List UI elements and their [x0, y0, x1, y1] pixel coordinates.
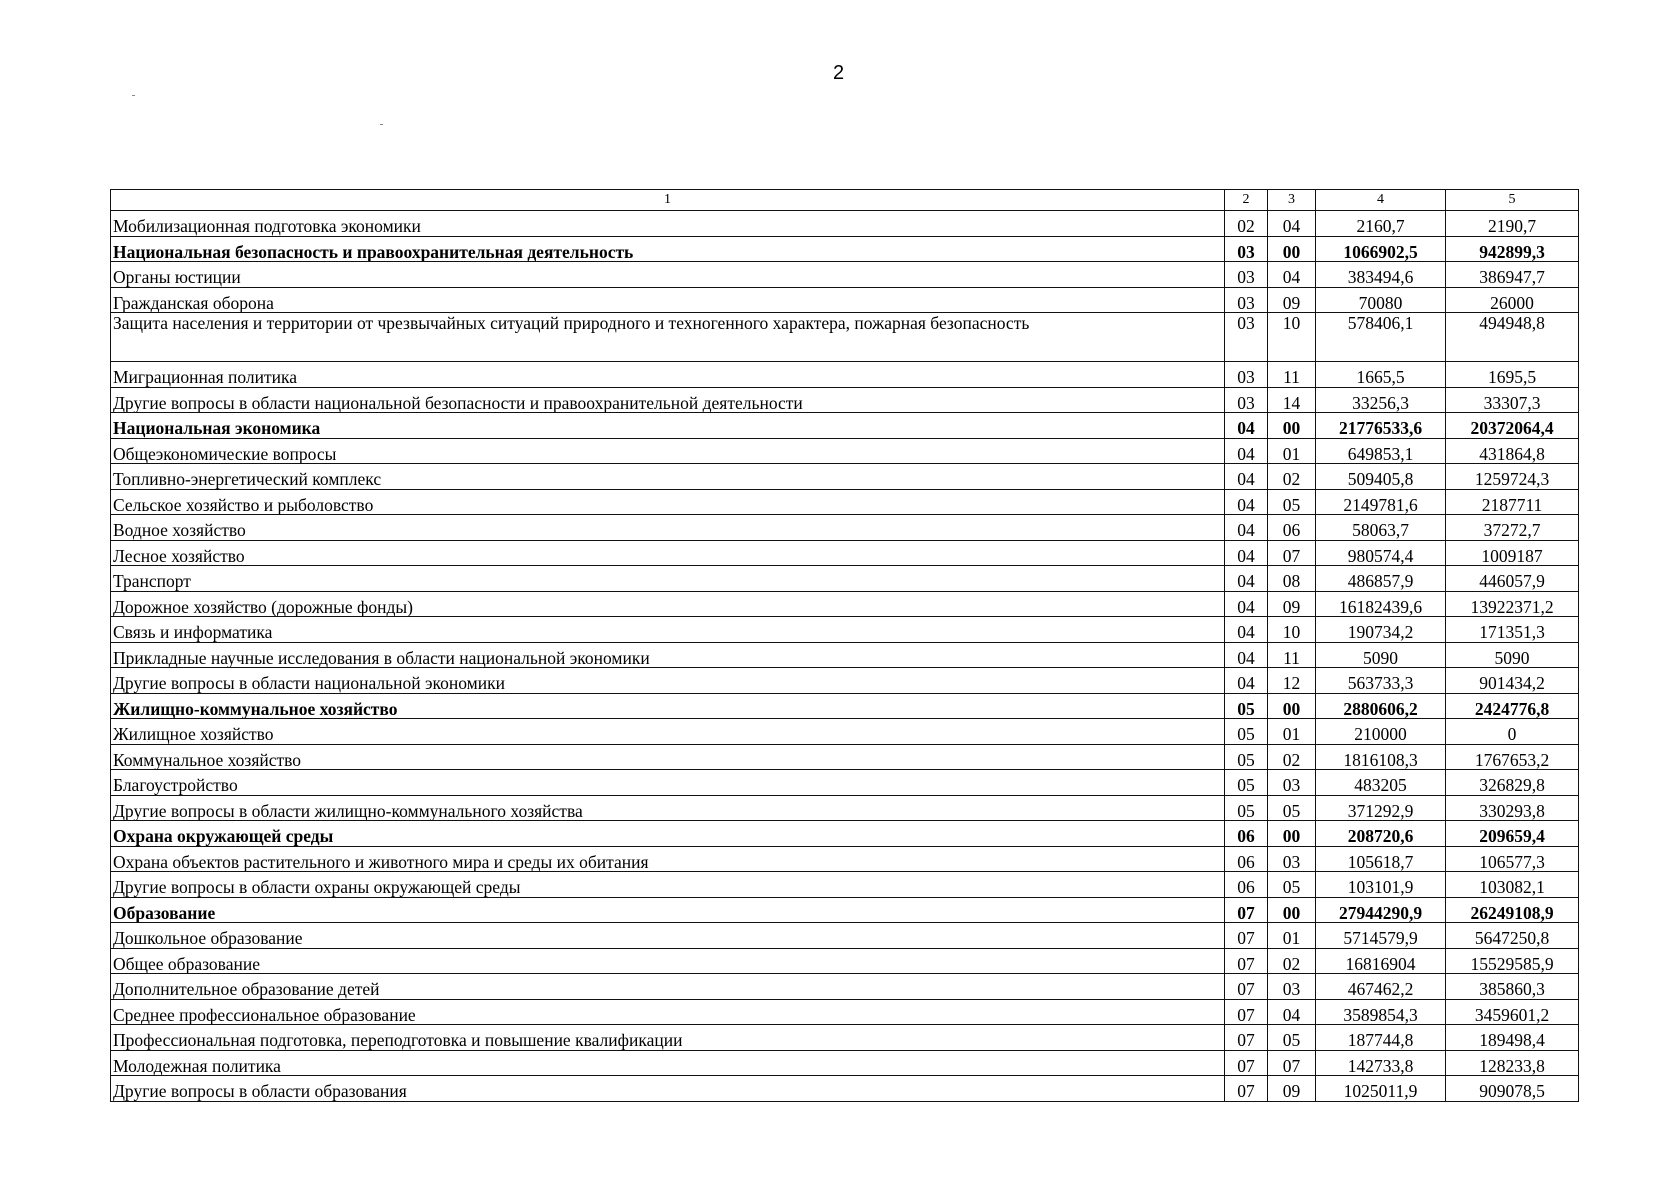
row-amount-4-cell: 509405,8	[1316, 464, 1446, 490]
table-row	[111, 438, 1579, 464]
row-amount-4-cell: 467462,2	[1316, 974, 1446, 1000]
table-row	[111, 211, 1579, 237]
row-subsection-cell: 03	[1268, 770, 1316, 796]
row-amount-5-cell: 1009187	[1446, 540, 1579, 566]
row-section-cell: 04	[1225, 413, 1268, 439]
row-amount-4-cell: 208720,6	[1316, 821, 1446, 847]
table-row	[111, 668, 1579, 694]
row-name-cell: Национальная экономика	[111, 413, 1225, 439]
table-row	[111, 897, 1579, 923]
row-name-cell: Коммунальное хозяйство	[111, 744, 1225, 770]
row-section-cell: 05	[1225, 693, 1268, 719]
table-row	[111, 617, 1579, 643]
row-amount-5-cell: 2424776,8	[1446, 693, 1579, 719]
table-row	[111, 744, 1579, 770]
row-subsection-cell: 07	[1268, 540, 1316, 566]
row-section-cell: 02	[1225, 211, 1268, 237]
table-row	[111, 693, 1579, 719]
row-amount-5-cell: 33307,3	[1446, 387, 1579, 413]
row-subsection-cell: 09	[1268, 591, 1316, 617]
page-number: 2	[832, 62, 845, 84]
table-row	[111, 1025, 1579, 1051]
row-amount-4-cell: 1025011,9	[1316, 1076, 1446, 1102]
row-amount-5-cell: 3459601,2	[1446, 999, 1579, 1025]
row-name-cell: Топливно-энергетический комплекс	[111, 464, 1225, 490]
row-section-cell: 07	[1225, 897, 1268, 923]
row-amount-4-cell: 142733,8	[1316, 1050, 1446, 1076]
row-amount-4-cell: 2160,7	[1316, 211, 1446, 237]
row-section-cell: 07	[1225, 1076, 1268, 1102]
row-subsection-cell: 00	[1268, 693, 1316, 719]
row-name-cell: Другие вопросы в области национальной безопасности и правоохранительной деятельности	[111, 387, 1225, 413]
row-subsection-cell: 12	[1268, 668, 1316, 694]
row-name-cell: Жилищное хозяйство	[111, 719, 1225, 745]
row-subsection-cell: 10	[1268, 617, 1316, 643]
row-subsection-cell: 03	[1268, 846, 1316, 872]
row-subsection-cell: 00	[1268, 821, 1316, 847]
row-amount-4-cell: 3589854,3	[1316, 999, 1446, 1025]
row-section-cell: 03	[1225, 387, 1268, 413]
row-subsection-cell: 00	[1268, 413, 1316, 439]
row-name-cell: Образование	[111, 897, 1225, 923]
row-amount-4-cell: 371292,9	[1316, 795, 1446, 821]
row-name-cell: Охрана окружающей среды	[111, 821, 1225, 847]
row-amount-5-cell: 209659,4	[1446, 821, 1579, 847]
row-section-cell: 03	[1225, 362, 1268, 388]
row-amount-5-cell: 494948,8	[1446, 313, 1579, 362]
row-amount-4-cell: 70080	[1316, 287, 1446, 313]
row-name-cell: Другие вопросы в области национальной экономики	[111, 668, 1225, 694]
row-name-cell: Национальная безопасность и правоохранительная деятельность	[111, 236, 1225, 262]
row-subsection-cell: 05	[1268, 489, 1316, 515]
row-section-cell: 04	[1225, 668, 1268, 694]
row-subsection-cell: 02	[1268, 948, 1316, 974]
table-row	[111, 821, 1579, 847]
row-amount-4-cell: 187744,8	[1316, 1025, 1446, 1051]
row-amount-5-cell: 909078,5	[1446, 1076, 1579, 1102]
table-row	[111, 642, 1579, 668]
row-name-cell: Органы юстиции	[111, 262, 1225, 288]
table-row	[111, 362, 1579, 388]
row-section-cell: 04	[1225, 540, 1268, 566]
table-row	[111, 872, 1579, 898]
row-section-cell: 06	[1225, 846, 1268, 872]
row-section-cell: 07	[1225, 974, 1268, 1000]
row-amount-4-cell: 483205	[1316, 770, 1446, 796]
table-row	[111, 846, 1579, 872]
row-name-cell: Защита населения и территории от чрезвычайных ситуаций природного и техногенного характера, пожарная безопасность	[111, 313, 1225, 362]
table-row	[111, 566, 1579, 592]
row-name-cell: Среднее профессиональное образование	[111, 999, 1225, 1025]
row-amount-4-cell: 1066902,5	[1316, 236, 1446, 262]
row-amount-5-cell: 446057,9	[1446, 566, 1579, 592]
row-name-cell: Другие вопросы в области жилищно-коммунального хозяйства	[111, 795, 1225, 821]
row-amount-4-cell: 27944290,9	[1316, 897, 1446, 923]
row-amount-4-cell: 16816904	[1316, 948, 1446, 974]
row-subsection-cell: 14	[1268, 387, 1316, 413]
budget-table	[110, 189, 1579, 1102]
row-name-cell: Прикладные научные исследования в области национальной экономики	[111, 642, 1225, 668]
row-amount-5-cell: 5090	[1446, 642, 1579, 668]
row-amount-5-cell: 37272,7	[1446, 515, 1579, 541]
row-amount-4-cell: 2149781,6	[1316, 489, 1446, 515]
row-name-cell: Дошкольное образование	[111, 923, 1225, 949]
table-row	[111, 923, 1579, 949]
row-amount-5-cell: 20372064,4	[1446, 413, 1579, 439]
row-subsection-cell: 01	[1268, 923, 1316, 949]
row-section-cell: 05	[1225, 795, 1268, 821]
row-name-cell: Водное хозяйство	[111, 515, 1225, 541]
row-section-cell: 05	[1225, 719, 1268, 745]
row-amount-4-cell: 563733,3	[1316, 668, 1446, 694]
scan-speck	[132, 95, 135, 96]
table-row	[111, 413, 1579, 439]
row-subsection-cell: 09	[1268, 287, 1316, 313]
table-row	[111, 719, 1579, 745]
table-row	[111, 287, 1579, 313]
row-amount-5-cell: 1767653,2	[1446, 744, 1579, 770]
row-amount-5-cell: 326829,8	[1446, 770, 1579, 796]
row-name-cell: Молодежная политика	[111, 1050, 1225, 1076]
row-subsection-cell: 02	[1268, 744, 1316, 770]
table-row	[111, 770, 1579, 796]
row-amount-5-cell: 385860,3	[1446, 974, 1579, 1000]
row-amount-5-cell: 5647250,8	[1446, 923, 1579, 949]
table-row	[111, 236, 1579, 262]
row-name-cell: Миграционная политика	[111, 362, 1225, 388]
row-amount-5-cell: 15529585,9	[1446, 948, 1579, 974]
column-header-section: 2	[1225, 190, 1268, 211]
row-amount-4-cell: 33256,3	[1316, 387, 1446, 413]
row-amount-4-cell: 5090	[1316, 642, 1446, 668]
row-section-cell: 04	[1225, 591, 1268, 617]
row-amount-4-cell: 383494,6	[1316, 262, 1446, 288]
row-amount-4-cell: 21776533,6	[1316, 413, 1446, 439]
row-name-cell: Общее образование	[111, 948, 1225, 974]
row-amount-5-cell: 106577,3	[1446, 846, 1579, 872]
table-row	[111, 489, 1579, 515]
row-name-cell: Мобилизационная подготовка экономики	[111, 211, 1225, 237]
row-section-cell: 05	[1225, 770, 1268, 796]
row-amount-5-cell: 26000	[1446, 287, 1579, 313]
table-row	[111, 591, 1579, 617]
table-row	[111, 795, 1579, 821]
row-name-cell: Охрана объектов растительного и животного мира и среды их обитания	[111, 846, 1225, 872]
row-name-cell: Другие вопросы в области образования	[111, 1076, 1225, 1102]
row-subsection-cell: 05	[1268, 1025, 1316, 1051]
row-amount-5-cell: 2190,7	[1446, 211, 1579, 237]
row-amount-5-cell: 2187711	[1446, 489, 1579, 515]
row-subsection-cell: 03	[1268, 974, 1316, 1000]
row-amount-4-cell: 210000	[1316, 719, 1446, 745]
row-amount-5-cell: 128233,8	[1446, 1050, 1579, 1076]
row-amount-4-cell: 578406,1	[1316, 313, 1446, 362]
table-row	[111, 1050, 1579, 1076]
row-section-cell: 06	[1225, 872, 1268, 898]
row-subsection-cell: 08	[1268, 566, 1316, 592]
row-amount-4-cell: 1665,5	[1316, 362, 1446, 388]
row-amount-5-cell: 901434,2	[1446, 668, 1579, 694]
row-amount-5-cell: 942899,3	[1446, 236, 1579, 262]
header-row	[111, 190, 1579, 211]
row-subsection-cell: 01	[1268, 719, 1316, 745]
row-subsection-cell: 06	[1268, 515, 1316, 541]
row-subsection-cell: 07	[1268, 1050, 1316, 1076]
row-amount-4-cell: 1816108,3	[1316, 744, 1446, 770]
table-row	[111, 948, 1579, 974]
row-section-cell: 03	[1225, 287, 1268, 313]
row-subsection-cell: 11	[1268, 642, 1316, 668]
row-subsection-cell: 00	[1268, 236, 1316, 262]
row-name-cell: Жилищно-коммунальное хозяйство	[111, 693, 1225, 719]
column-header-amount-4: 4	[1316, 190, 1446, 211]
row-name-cell: Транспорт	[111, 566, 1225, 592]
table-row	[111, 464, 1579, 490]
row-amount-4-cell: 649853,1	[1316, 438, 1446, 464]
row-name-cell: Сельское хозяйство и рыболовство	[111, 489, 1225, 515]
column-header-name: 1	[111, 190, 1225, 211]
row-amount-5-cell: 189498,4	[1446, 1025, 1579, 1051]
row-amount-4-cell: 5714579,9	[1316, 923, 1446, 949]
row-section-cell: 07	[1225, 948, 1268, 974]
row-name-cell: Профессиональная подготовка, переподготовка и повышение квалификации	[111, 1025, 1225, 1051]
row-amount-5-cell: 386947,7	[1446, 262, 1579, 288]
row-section-cell: 03	[1225, 313, 1268, 362]
row-amount-5-cell: 171351,3	[1446, 617, 1579, 643]
table-row	[111, 313, 1579, 362]
row-amount-4-cell: 105618,7	[1316, 846, 1446, 872]
row-section-cell: 07	[1225, 999, 1268, 1025]
row-amount-4-cell: 486857,9	[1316, 566, 1446, 592]
row-amount-5-cell: 13922371,2	[1446, 591, 1579, 617]
column-header-subsection: 3	[1268, 190, 1316, 211]
row-subsection-cell: 04	[1268, 262, 1316, 288]
table-row	[111, 540, 1579, 566]
row-section-cell: 05	[1225, 744, 1268, 770]
row-section-cell: 07	[1225, 923, 1268, 949]
row-section-cell: 04	[1225, 566, 1268, 592]
row-section-cell: 07	[1225, 1025, 1268, 1051]
row-amount-5-cell: 1695,5	[1446, 362, 1579, 388]
row-section-cell: 04	[1225, 642, 1268, 668]
row-name-cell: Благоустройство	[111, 770, 1225, 796]
row-subsection-cell: 09	[1268, 1076, 1316, 1102]
row-amount-4-cell: 2880606,2	[1316, 693, 1446, 719]
table-row	[111, 387, 1579, 413]
row-section-cell: 07	[1225, 1050, 1268, 1076]
row-name-cell: Лесное хозяйство	[111, 540, 1225, 566]
table-row	[111, 974, 1579, 1000]
row-section-cell: 04	[1225, 438, 1268, 464]
row-subsection-cell: 05	[1268, 795, 1316, 821]
row-amount-5-cell: 103082,1	[1446, 872, 1579, 898]
row-name-cell: Общеэкономические вопросы	[111, 438, 1225, 464]
row-amount-5-cell: 0	[1446, 719, 1579, 745]
table-row	[111, 999, 1579, 1025]
row-subsection-cell: 02	[1268, 464, 1316, 490]
row-section-cell: 04	[1225, 489, 1268, 515]
scan-speck	[380, 124, 383, 125]
row-amount-5-cell: 431864,8	[1446, 438, 1579, 464]
row-section-cell: 03	[1225, 236, 1268, 262]
row-section-cell: 04	[1225, 617, 1268, 643]
row-amount-5-cell: 26249108,9	[1446, 897, 1579, 923]
row-amount-5-cell: 330293,8	[1446, 795, 1579, 821]
row-amount-4-cell: 190734,2	[1316, 617, 1446, 643]
row-subsection-cell: 04	[1268, 211, 1316, 237]
row-section-cell: 04	[1225, 515, 1268, 541]
row-section-cell: 06	[1225, 821, 1268, 847]
row-amount-5-cell: 1259724,3	[1446, 464, 1579, 490]
row-subsection-cell: 04	[1268, 999, 1316, 1025]
table-row	[111, 262, 1579, 288]
table-row	[111, 1076, 1579, 1102]
row-subsection-cell: 00	[1268, 897, 1316, 923]
row-amount-4-cell: 16182439,6	[1316, 591, 1446, 617]
row-section-cell: 04	[1225, 464, 1268, 490]
row-name-cell: Другие вопросы в области охраны окружающей среды	[111, 872, 1225, 898]
row-amount-4-cell: 103101,9	[1316, 872, 1446, 898]
row-subsection-cell: 10	[1268, 313, 1316, 362]
row-name-cell: Дополнительное образование детей	[111, 974, 1225, 1000]
row-subsection-cell: 11	[1268, 362, 1316, 388]
row-section-cell: 03	[1225, 262, 1268, 288]
row-subsection-cell: 01	[1268, 438, 1316, 464]
table-body	[111, 211, 1579, 1102]
row-subsection-cell: 05	[1268, 872, 1316, 898]
table-row	[111, 515, 1579, 541]
column-header-amount-5: 5	[1446, 190, 1579, 211]
row-name-cell: Гражданская оборона	[111, 287, 1225, 313]
row-name-cell: Дорожное хозяйство (дорожные фонды)	[111, 591, 1225, 617]
row-name-cell: Связь и информатика	[111, 617, 1225, 643]
row-amount-4-cell: 980574,4	[1316, 540, 1446, 566]
row-amount-4-cell: 58063,7	[1316, 515, 1446, 541]
